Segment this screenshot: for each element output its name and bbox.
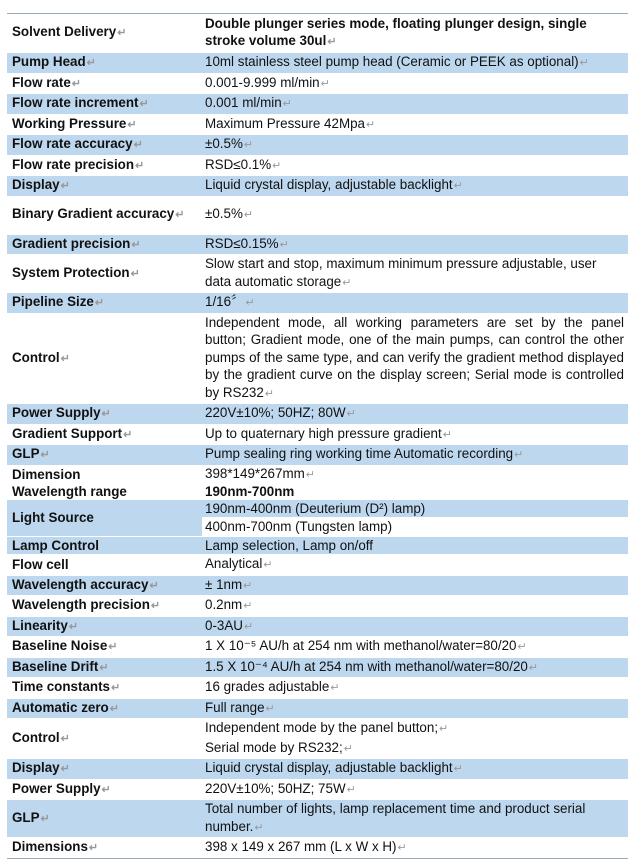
spec-value: 16 grades adjustable↵ (202, 678, 628, 699)
spec-label: Control↵ (7, 313, 202, 404)
spec-label: Baseline Drift↵ (7, 657, 202, 678)
spec-value: RSD≤0.1%↵ (202, 155, 628, 176)
table-row (7, 234, 628, 255)
table-row (7, 555, 628, 576)
table-row (7, 155, 628, 176)
spec-label: Display↵ (7, 176, 202, 197)
spec-value: Full range↵ (202, 698, 628, 719)
spec-value: 10ml stainless steel pump head (Ceramic or PEEK as optional)↵ (202, 53, 628, 74)
spec-label: Binary Gradient accuracy↵ (7, 196, 202, 234)
spec-value-line: 190nm-400nm (Deuterium (D²) lamp) (205, 500, 426, 516)
spec-value: 1.5 X 10⁻⁴ AU/h at 254 nm with methanol/water=80/20↵ (202, 657, 628, 678)
table-row (7, 73, 628, 94)
spec-value: ± 1nm↵ (202, 575, 628, 596)
spec-label: Pipeline Size↵ (7, 293, 202, 314)
spec-value: 0.001-9.999 ml/min↵ (202, 73, 628, 94)
spec-label: Gradient precision↵ (7, 234, 202, 255)
spec-value: Liquid crystal display, adjustable backlight↵ (202, 759, 628, 780)
spec-label: Power Supply↵ (7, 404, 202, 425)
spec-value: 398 x 149 x 267 mm (L x W x H)↵ (202, 838, 628, 859)
spec-value: Liquid crystal display, adjustable backlight↵ (202, 176, 628, 197)
table-row (7, 616, 628, 637)
spec-value: Total number of lights, lamp replacement time and product serial number.↵ (202, 800, 628, 838)
spec-label: Dimensions↵ (7, 838, 202, 859)
spec-value: Pump sealing ring working time Automatic recording↵ (202, 445, 628, 466)
spec-value: Maximum Pressure 42Mpa↵ (202, 114, 628, 135)
spec-value: ±0.5%↵ (202, 135, 628, 156)
table-row (7, 678, 628, 699)
spec-value-line: Independent mode by the panel button;↵ (205, 720, 449, 735)
table-row (7, 759, 628, 780)
spec-label: Solvent Delivery↵ (7, 14, 202, 53)
spec-label: Flow rate↵ (7, 73, 202, 94)
spec-value: Up to quaternary high pressure gradient↵ (202, 424, 628, 445)
spec-value: Analytical↵ (202, 555, 628, 576)
spec-value: 1/16〞↵ (202, 293, 628, 314)
spec-value (202, 719, 628, 759)
spec-label: Wavelength precision↵ (7, 596, 202, 617)
spec-label: Light Source (7, 499, 202, 536)
spec-label: Power Supply↵ (7, 779, 202, 800)
spec-label: System Protection↵ (7, 255, 202, 293)
table-row (7, 313, 628, 404)
spec-value: 0.001 ml/min↵ (202, 94, 628, 115)
spec-value: Independent mode, all working parameters are set by the panel button; Gradient mode, one of the main pumps, can control the other pumps of the same type, and can verify the gradient method displayed by the gradient curve on the display screen; Serial mode is controlled by RS232↵ (202, 313, 628, 404)
table-row (7, 698, 628, 719)
spec-value: 398*149*267mm↵ (202, 465, 628, 483)
table-row (7, 499, 628, 536)
spec-value: RSD≤0.15%↵ (202, 234, 628, 255)
table-row (7, 596, 628, 617)
table-row (7, 293, 628, 314)
table-row (7, 114, 628, 135)
table-row (7, 575, 628, 596)
table-row (7, 94, 628, 115)
spec-value: Slow start and stop, maximum minimum pressure adjustable, user data automatic storage↵ (202, 255, 628, 293)
spec-label: Flow rate precision↵ (7, 155, 202, 176)
table-row (7, 255, 628, 293)
spec-label: Gradient Support↵ (7, 424, 202, 445)
spec-label: Wavelength accuracy↵ (7, 575, 202, 596)
spec-label: Wavelength range (7, 483, 202, 499)
spec-label: GLP↵ (7, 800, 202, 838)
spec-label: Linearity↵ (7, 616, 202, 637)
spec-label: Working Pressure↵ (7, 114, 202, 135)
spec-value: 190nm-700nm (202, 483, 628, 499)
spec-value: 220V±10%; 50HZ; 75W↵ (202, 779, 628, 800)
table-row (7, 465, 628, 483)
table-row (7, 424, 628, 445)
spec-label: Pump Head↵ (7, 53, 202, 74)
table-row (7, 196, 628, 234)
spec-value-line: Serial mode by RS232;↵ (205, 739, 353, 755)
spec-value (202, 499, 628, 536)
table-row (7, 135, 628, 156)
table-row (7, 404, 628, 425)
spec-label: Flow cell (7, 555, 202, 576)
spec-value: Lamp selection, Lamp on/off (202, 536, 628, 555)
table-row (7, 800, 628, 838)
spec-label: Flow rate increment↵ (7, 94, 202, 115)
spec-value-line: 400nm-700nm (Tungsten lamp) (202, 517, 628, 536)
spec-value: 1 X 10⁻⁵ AU/h at 254 nm with methanol/water=80/20↵ (202, 637, 628, 658)
table-row (7, 536, 628, 555)
table-row (7, 445, 628, 466)
spec-label: Baseline Noise↵ (7, 637, 202, 658)
spec-label: GLP↵ (7, 445, 202, 466)
spec-label: Time constants↵ (7, 678, 202, 699)
table-row (7, 14, 628, 53)
table-row (7, 779, 628, 800)
spec-value: 220V±10%; 50HZ; 80W↵ (202, 404, 628, 425)
spec-value: Double plunger series mode, floating plunger design, single stroke volume 30ul↵ (202, 14, 628, 53)
spec-label: Dimension (7, 465, 202, 483)
spec-label: Control↵ (7, 719, 202, 759)
table-row (7, 838, 628, 859)
table-row (7, 483, 628, 499)
table-row (7, 719, 628, 759)
spec-value: 0-3AU↵ (202, 616, 628, 637)
spec-label: Flow rate accuracy↵ (7, 135, 202, 156)
table-row (7, 176, 628, 197)
table-row (7, 657, 628, 678)
spec-value: 0.2nm↵ (202, 596, 628, 617)
table-row (7, 637, 628, 658)
table-row (7, 53, 628, 74)
spec-label: Lamp Control (7, 536, 202, 555)
spec-value: ±0.5%↵ (202, 196, 628, 234)
specifications-table (7, 13, 628, 859)
spec-label: Automatic zero↵ (7, 698, 202, 719)
spec-label: Display↵ (7, 759, 202, 780)
